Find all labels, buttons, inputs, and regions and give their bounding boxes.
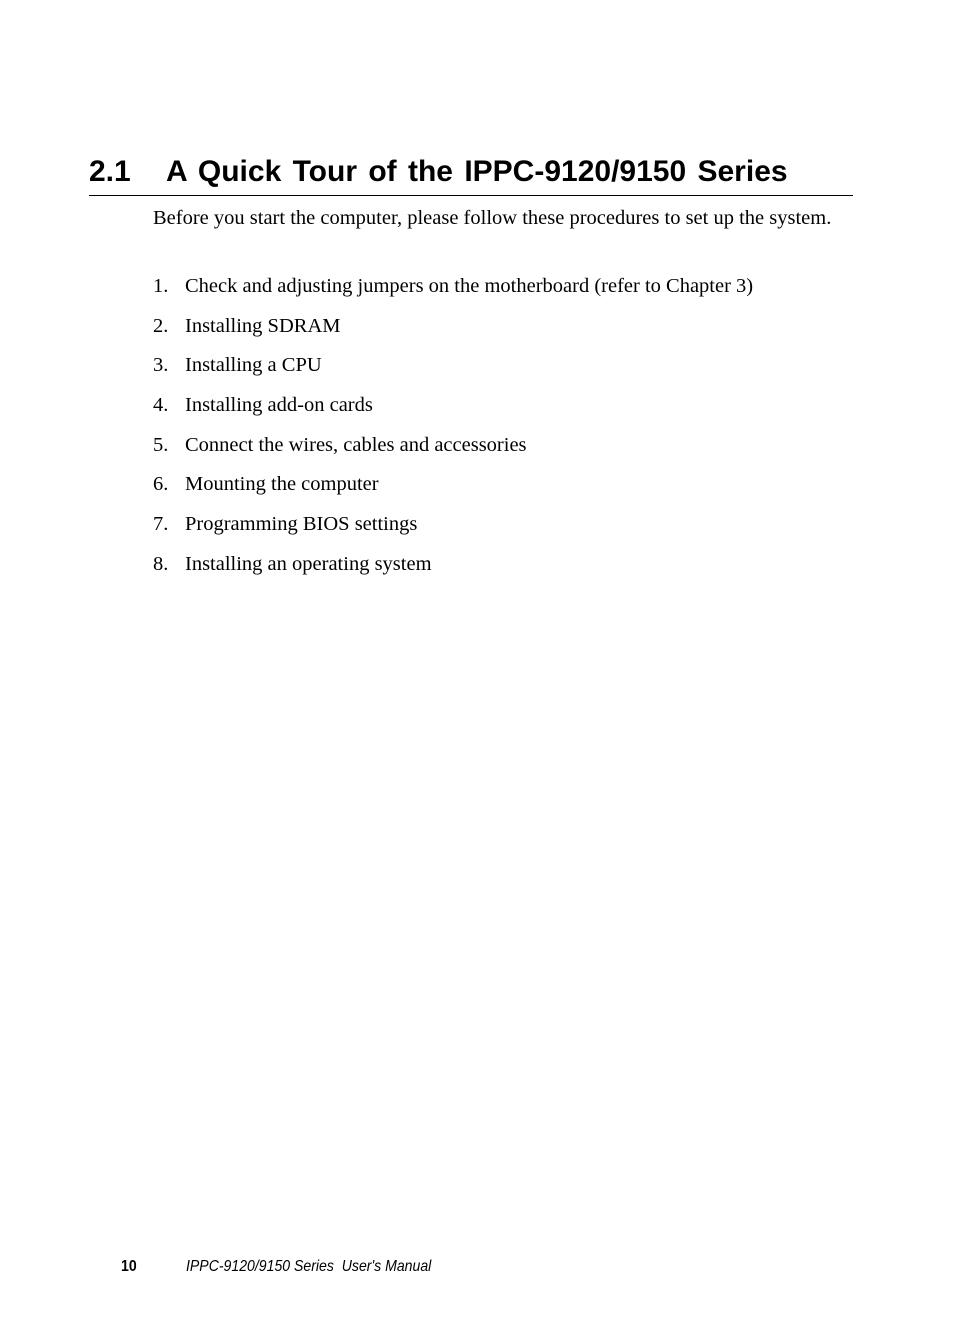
list-item-number: 5. <box>153 433 169 456</box>
list-item-text: Mounting the computer <box>185 473 379 496</box>
list-item-number: 1. <box>153 275 169 297</box>
list-item <box>153 271 753 311</box>
list-item <box>153 311 753 351</box>
list-item-number: 2. <box>153 314 169 337</box>
section-number: 2.1 <box>89 155 131 188</box>
list-item-text: Installing an operating system <box>185 552 432 575</box>
list-item <box>153 390 753 430</box>
intro-paragraph: Before you start the computer, please follow these procedures to set up the system. <box>153 207 832 229</box>
list-item-number: 6. <box>153 473 169 496</box>
list-item-text: Check and adjusting jumpers on the motherboard (refer to Chapter 3) <box>185 275 754 297</box>
list-item-text: Programming BIOS settings <box>185 513 418 536</box>
list-item-number: 7. <box>153 513 169 536</box>
list-item <box>153 549 753 589</box>
list-item <box>153 469 753 509</box>
list-item-text: Installing add-on cards <box>185 394 373 417</box>
list-item-text: Installing a CPU <box>185 354 322 377</box>
heading-divider <box>89 195 853 196</box>
section-title: A Quick Tour of the IPPC-9120/9150 Series <box>166 155 788 188</box>
list-item-number: 3. <box>153 354 169 377</box>
page-footer <box>0 1255 954 1279</box>
section-heading <box>89 152 853 192</box>
list-item-number: 8. <box>153 552 169 575</box>
page-number: 10 <box>121 1258 137 1275</box>
list-item-number: 4. <box>153 394 169 417</box>
list-item-text: Installing SDRAM <box>185 314 341 337</box>
list-item <box>153 430 753 470</box>
list-item <box>153 350 753 390</box>
list-item-text: Connect the wires, cables and accessories <box>185 433 527 456</box>
list-item <box>153 509 753 549</box>
manual-title: IPPC-9120/9150 Series User's Manual <box>186 1258 432 1275</box>
procedure-list <box>153 271 753 589</box>
